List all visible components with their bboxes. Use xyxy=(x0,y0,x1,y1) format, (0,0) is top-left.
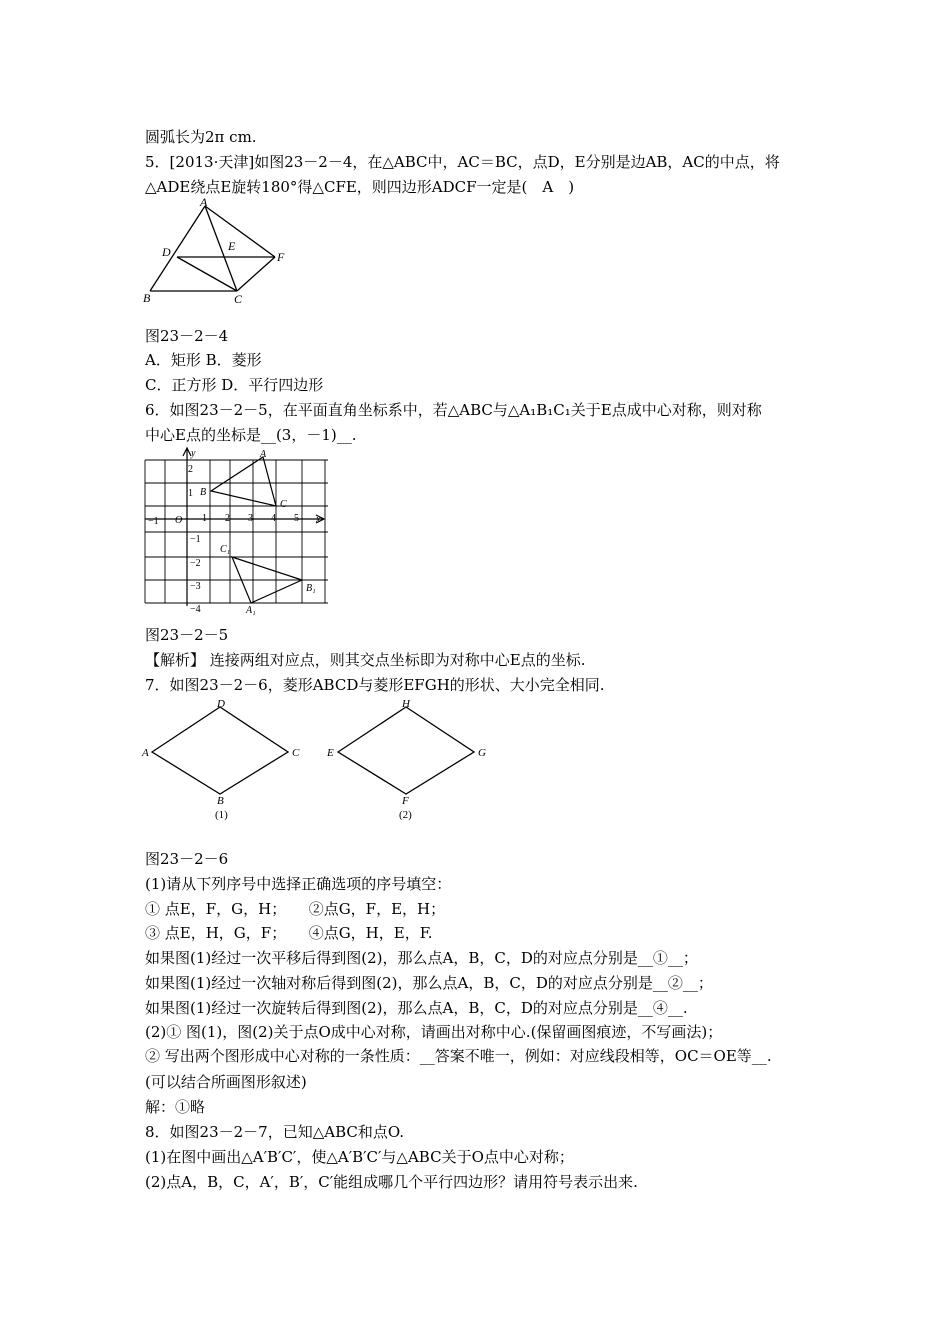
question-8: 8．如图23－2－7，已知△ABC和点O. xyxy=(145,1123,405,1141)
label-G: G xyxy=(478,747,486,759)
caption-left: (1) xyxy=(215,809,228,821)
x-tick: 1 xyxy=(202,513,207,524)
r2-text: 如果图(1)经过一次轴对称后得到图(2)，那么点A，B，C，D的对应点分别是 xyxy=(145,974,653,992)
question-5-line2: △ADE绕点E旋转180°得△CFE，则四边形ADCF一定是( A ) xyxy=(145,178,575,196)
caption-23-2-6: 图23－2－6 xyxy=(145,850,229,868)
part-1: (1)请从下列序号中选择正确选项的序号填空： xyxy=(145,875,452,893)
r2-end: ； xyxy=(697,974,713,992)
y-tick: 2 xyxy=(188,464,193,475)
label-H: H xyxy=(402,698,410,710)
axis-label-x: x xyxy=(316,514,321,525)
label-A: A xyxy=(200,195,208,209)
label-C: C xyxy=(234,292,243,306)
analysis: 【解析】 连接两组对应点，则其交点坐标即为对称中心E点的坐标. xyxy=(145,651,586,669)
x-tick: 2 xyxy=(225,513,230,524)
question-8-part-2: (2)点A，B，C，A′，B′，C′能组成哪几个平行四边形？请用符号表示出来. xyxy=(145,1173,638,1191)
y-tick: −2 xyxy=(190,558,201,569)
y-tick: −4 xyxy=(190,604,201,615)
label-D: D xyxy=(217,698,225,710)
label-D: D xyxy=(162,245,171,259)
r3-text: 如果图(1)经过一次旋转后得到图(2)，那么点A，B，C，D的对应点分别是 xyxy=(145,999,638,1017)
r3-end: . xyxy=(682,999,688,1017)
label-F: F xyxy=(277,250,285,264)
result-rotation xyxy=(145,998,688,1018)
x-tick: 5 xyxy=(294,513,299,524)
label-A: A xyxy=(142,747,149,759)
caption-right: (2) xyxy=(399,809,412,821)
question-6-line1: 6．如图23－2－5，在平面直角坐标系中，若△ABC与△A₁B₁C₁关于E点成中心对称，则对称 xyxy=(145,401,762,419)
x-tick: 3 xyxy=(248,513,253,524)
label-E: E xyxy=(228,239,236,253)
axis-label-y: y xyxy=(191,448,196,459)
point-label-A: A xyxy=(260,449,267,460)
y-tick: −1 xyxy=(190,534,201,545)
q6-period: . xyxy=(351,426,357,444)
label-E: E xyxy=(327,747,334,759)
label-C: C xyxy=(292,747,300,759)
q6-text: 中心E点的坐标是 xyxy=(145,426,261,444)
solution: 解：①略 xyxy=(145,1098,206,1116)
p2-text: ② 写出两个图形成中心对称的一条性质： xyxy=(145,1047,420,1065)
figure-23-2-4 xyxy=(140,196,300,308)
x-tick: 4 xyxy=(271,513,276,524)
point-label-B1: B₁ xyxy=(306,583,316,594)
r1-end: ； xyxy=(682,949,698,967)
question-7: 7．如图23－2－6，菱形ABCD与菱形EFGH的形状、大小完全相同. xyxy=(145,676,605,694)
label-B: B xyxy=(143,291,151,305)
point-label-B: B xyxy=(200,487,207,498)
options-1-2: ① 点E，F，G，H； ②点G，F，E，H； xyxy=(145,900,446,918)
part-2-line2 xyxy=(145,1046,772,1066)
figure-23-2-5 xyxy=(140,446,340,618)
part-2-line3: (可以结合所画图形叙述) xyxy=(145,1073,307,1091)
question-5-line1: 5．[2013·天津]如图23－2－4，在△ABC中，AC＝BC，点D，E分别是边AB，AC的中点，将 xyxy=(145,153,780,171)
question-8-part-1: (1)在图中画出△A′B′C′，使△A′B′C′与△ABC关于O点中心对称； xyxy=(145,1148,574,1166)
point-label-C: C xyxy=(280,499,287,510)
question-6-line2 xyxy=(145,425,357,445)
options-a-b: A．矩形 B．菱形 xyxy=(145,351,262,369)
x-tick: −1 xyxy=(148,516,159,527)
r2-answer: __②__ xyxy=(652,974,698,992)
label-B: B xyxy=(217,795,224,807)
result-translation xyxy=(145,948,698,968)
q6-answer: __(3，－1)__ xyxy=(260,426,352,444)
text-line: 圆弧长为2π cm. xyxy=(145,128,257,146)
options-c-d: C．正方形 D．平行四边形 xyxy=(145,376,324,394)
caption-23-2-4: 图23－2－4 xyxy=(145,327,229,345)
caption-23-2-5: 图23－2－5 xyxy=(145,626,229,644)
point-label-C1: C₁ xyxy=(220,544,231,555)
p2-end: . xyxy=(766,1047,772,1065)
options-3-4: ③ 点E，H，G，F； ④点G，H，E，F. xyxy=(145,924,433,942)
r1-text: 如果图(1)经过一次平移后得到图(2)，那么点A，B，C，D的对应点分别是 xyxy=(145,949,638,967)
r1-answer: __①__ xyxy=(637,949,683,967)
y-tick: 1 xyxy=(188,488,193,499)
y-tick: −3 xyxy=(190,581,201,592)
part-2-line1: (2)① 图(1)，图(2)关于点O成中心对称，请画出对称中心.(保留画图痕迹，不写画法)； xyxy=(145,1023,723,1041)
figure-23-2-6 xyxy=(140,696,500,826)
label-F: F xyxy=(402,795,409,807)
origin-label: O xyxy=(175,515,183,526)
point-label-A1: A₁ xyxy=(246,605,256,616)
r3-answer: __④__ xyxy=(637,999,683,1017)
p2-answer: __答案不唯一，例如：对应线段相等，OC＝OE等__ xyxy=(419,1047,767,1065)
result-reflection xyxy=(145,973,713,993)
